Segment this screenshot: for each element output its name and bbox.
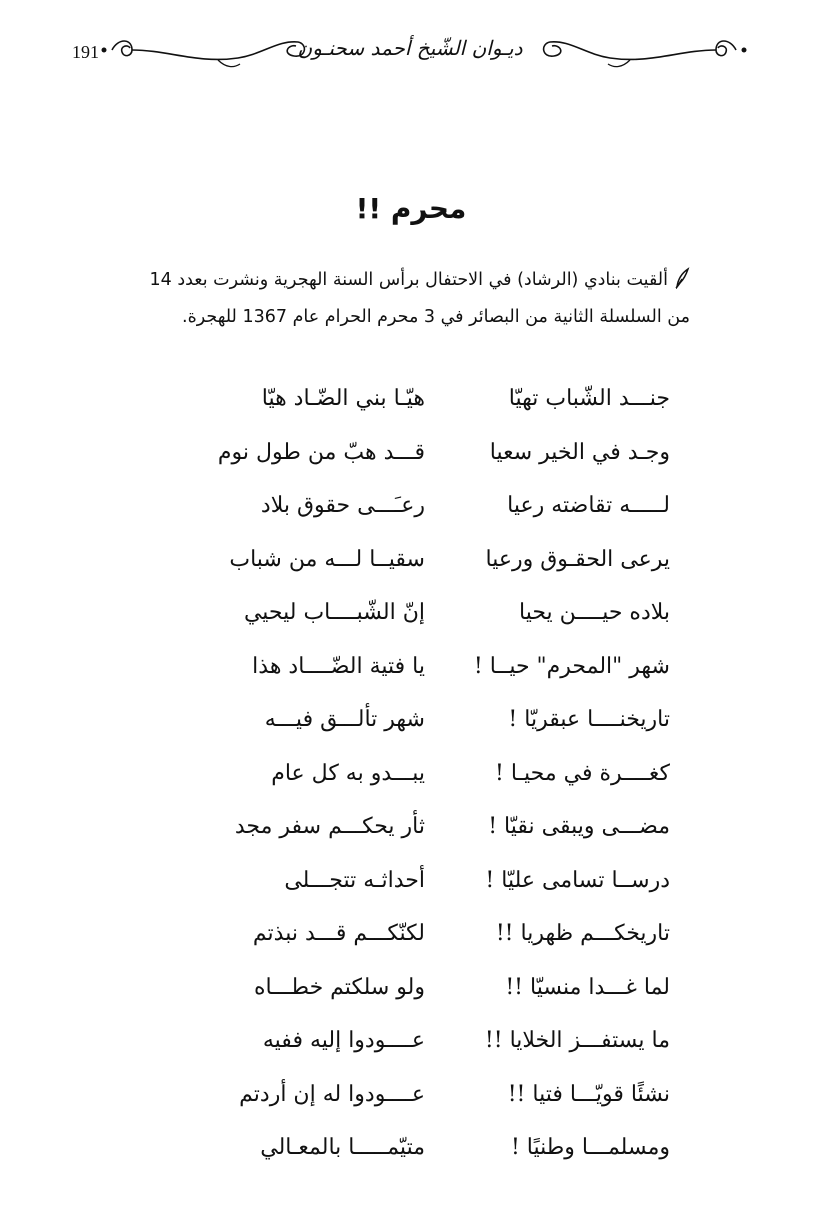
verse-second-hemistich: مضـــى ويبقى نقيّا !: [488, 814, 670, 839]
verse-first-hemistich: يبـــدو به كل عام: [271, 760, 425, 786]
quill-icon: [674, 267, 690, 289]
intro-text-line-2: من السلسلة الثانية من البصائر في 3 محرم الحرام عام 1367 للهجرة.: [182, 307, 690, 327]
verse-second-hemistich: بلاده حيــــن يحيا: [519, 600, 670, 625]
verse-second-hemistich: كغــــرة في محيـا !: [495, 760, 670, 786]
verse-first-hemistich: رعـَـــى حقوق بلاد: [260, 493, 425, 518]
verse-row: [150, 854, 670, 908]
verse-row: [150, 372, 670, 426]
verse-row: [150, 1121, 670, 1175]
verse-row: [150, 479, 670, 533]
verse-row: [150, 533, 670, 587]
verse-row: [150, 800, 670, 854]
verse-first-hemistich: قـــد هبّ من طول نوم: [217, 439, 425, 465]
verse-first-hemistich: متيّمـــــا بالمعـالي: [260, 1135, 425, 1160]
intro-line: [70, 262, 690, 299]
verse-first-hemistich: عــــودوا إليه ففيه: [262, 1028, 425, 1053]
verse-second-hemistich: تاريخكـــم ظهريا !!: [495, 921, 670, 946]
verse-second-hemistich: وجـد في الخير سعيا: [489, 439, 670, 465]
verse-first-hemistich: شهر تألـــق فيـــه: [264, 707, 425, 732]
verse-row: [150, 1014, 670, 1068]
verse-row: [150, 693, 670, 747]
poem-introduction: [70, 262, 690, 336]
verse-second-hemistich: درســا تسامى عليّا !: [485, 867, 670, 893]
verse-first-hemistich: عــــودوا له إن أردتم: [239, 1081, 425, 1107]
poem-title: محرم !!: [355, 192, 467, 225]
verse-second-hemistich: ومسلمـــا وطنيًا !: [510, 1135, 670, 1160]
verse-first-hemistich: ولو سلكتم خطـــاه: [253, 974, 425, 1000]
verse-row: [150, 907, 670, 961]
verse-first-hemistich: سقيــا لـــه من شباب: [229, 546, 425, 572]
verse-row: [150, 426, 670, 480]
verse-first-hemistich: أحداثـه تتجـــلى: [284, 867, 425, 893]
verse-first-hemistich: لكنّكـــم قـــد نبذتم: [252, 921, 425, 946]
verse-second-hemistich: ما يستفـــز الخلايا !!: [484, 1028, 670, 1053]
verse-row: [150, 961, 670, 1015]
verse-second-hemistich: لـــــه تقاضته رعيا: [507, 493, 670, 518]
verse-first-hemistich: يا فتية الضّــــاد هذا: [252, 653, 425, 679]
verse-first-hemistich: هيّـا بني الضّـاد هيّا: [261, 386, 425, 411]
verse-second-hemistich: لما غـــدا منسيّا !!: [505, 974, 670, 1000]
verse-first-hemistich: إنّ الشّبــــاب ليحيي: [243, 600, 425, 625]
verse-row: [150, 1068, 670, 1122]
verse-second-hemistich: تاريخنــــا عبقريّا !: [508, 707, 670, 732]
right-flourish-ornament: [540, 28, 750, 72]
verse-second-hemistich: نشئًا قويّـــا فتيا !!: [507, 1081, 670, 1107]
verse-second-hemistich: شهر "المحرم" حيــا !: [473, 653, 670, 679]
verse-second-hemistich: يرعى الحقـوق ورعيا: [485, 546, 670, 572]
verse-row: [150, 586, 670, 640]
verse-row: [150, 640, 670, 694]
intro-text-line-1: ألقيت بنادي (الرشاد) في الاحتفال برأس السنة الهجرية ونشرت بعدد 14: [149, 270, 668, 290]
verse-row: [150, 747, 670, 801]
page-number: 191: [72, 42, 99, 62]
page-header: [60, 22, 760, 72]
poem-verses: [150, 372, 670, 1175]
verse-first-hemistich: ثأر يحكـــم سفر مجد: [234, 814, 425, 839]
verse-second-hemistich: جنـــد الشّباب تهيّا: [508, 386, 670, 411]
book-title: ديـوان الشّيخ أحمد سحنـون: [297, 36, 523, 60]
